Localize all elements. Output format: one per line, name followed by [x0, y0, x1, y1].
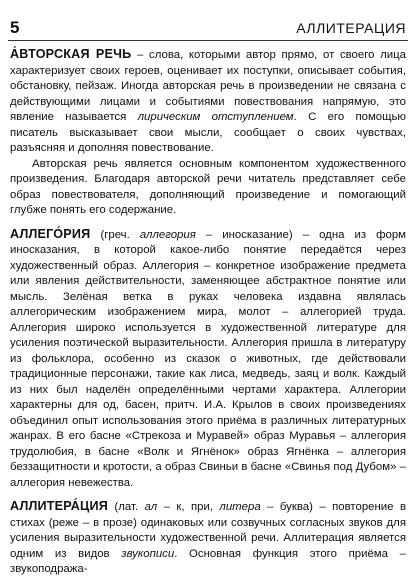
entry-term: АЛЛИТЕРА́ЦИЯ — [10, 499, 108, 513]
entry-allegory — [10, 227, 406, 492]
entry-alliteration — [10, 499, 406, 578]
emphasized-term: лирическим отступлением — [137, 111, 294, 123]
entry-gap — [10, 219, 406, 227]
dictionary-content — [10, 47, 406, 578]
emphasized-term: литера — [219, 501, 261, 513]
entry-gap — [10, 491, 406, 499]
entry-definition: А́ВТОРСКАЯ РЕЧЬ – слова, которыми автор прямо, от своего лица характеризует своих героев, оценивает их поступки, описывает события, обстановку, пейзаж. Иногда авторская речь в произведении не связана с действующими лицами и событиями повествования напрямую, это явление называется лирическим отступлением. С его помощью писатель высказывает свои мысли, сообщает о своих чувствах, разъясняя и дополняя повествование. — [10, 47, 406, 154]
emphasized-term: ал — [144, 501, 158, 513]
entry-definition: АЛЛИТЕРА́ЦИЯ (лат. ал – к, при, литера – буква) – повторение в стихах (реже – в прозе) одинаковых или созвучных согласных звуков для усиления выразительности художественной речи. Аллитерация является одним из видов звукописи. Основная функция этого приёма – звукоподража- — [10, 499, 406, 575]
header-divider — [8, 40, 408, 41]
section-title: АЛЛИТЕРАЦИЯ — [296, 20, 406, 36]
page-number: 5 — [10, 18, 20, 37]
entry-term: А́ВТОРСКАЯ РЕЧЬ — [10, 47, 132, 61]
emphasized-term: звукописи — [121, 547, 175, 560]
emphasized-term: аллегория — [139, 228, 196, 241]
entry-term: АЛЛЕГО́РИЯ — [10, 226, 91, 241]
entry-paragraph: Авторская речь является основным компонентом художественного произведения. Благодаря авторской речи читатель представляет себе образ повествователя, дополняющий произведение и помогающий глубже понять его содержание. — [10, 157, 406, 216]
entry-author-speech — [10, 47, 406, 219]
page-header — [10, 13, 406, 37]
entry-definition: АЛЛЕГО́РИЯ (греч. аллегория – иносказание) – одна из форм иносказания, в которой какое-либо понятие передаётся через художественный образ. Аллегория – конкретное изображение предмета или явления действительности, заменяющее абстрактное понятие или мысль. Зелёная ветка в руках человека издавна являлась аллегорическим изображением мира, молот – аллегорией труда. Аллегория широко используется в художественной литературе для усиления поэтической выразительности. Аллегория пришла в литературу из фольклора, особенно из сказок о животных, где действовали традиционные персонажи, такие как лиса, медведь, заяц и волк. Каждый из них был наделён определёнными чертами характера. Аллегории характерны для од, басен, притч. И.А. Крылов в своих произведениях объединил опыт использования этого приёма в различных литературных жанрах. В его басне «Стрекоза и Муравей» образ Муравья – аллегория трудолюбия, в басне «Волк и Ягнёнок» образ Ягнёнка – аллегория беззащитности и кротости, а образ Свиньи в басне «Свинья под Дубом» – аллегория невежества. — [10, 226, 406, 489]
